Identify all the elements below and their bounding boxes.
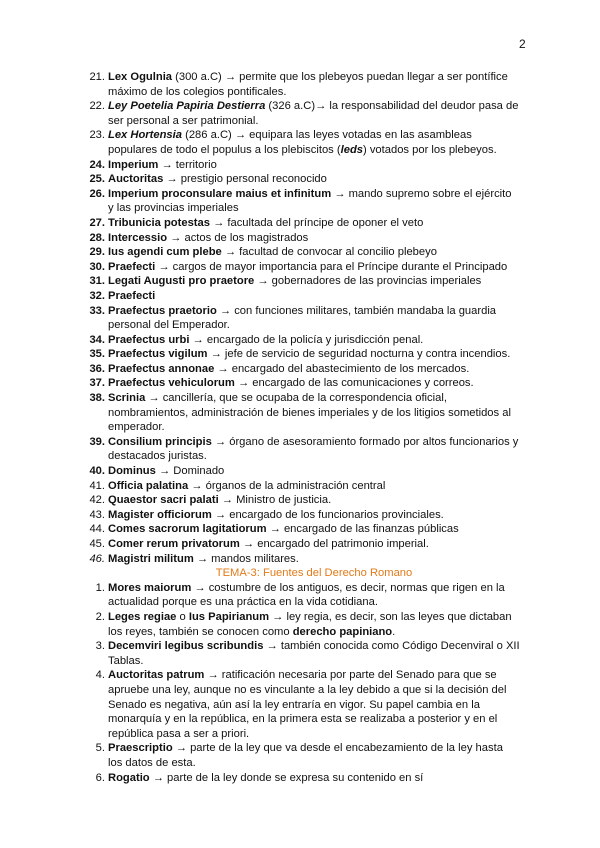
item-number: 29. xyxy=(89,246,105,259)
item-description: → encargado de los funcionarios provinciales. xyxy=(211,508,444,521)
item-term: Comes sacrorum lagitatiorum xyxy=(108,523,267,536)
item-term: Imperium proconsulare maius et infinitum xyxy=(108,187,332,200)
item-term: Praefectus annonae xyxy=(108,362,215,375)
list-item xyxy=(80,581,520,610)
list-item xyxy=(80,70,520,99)
item-description: → Ministro de justicia. xyxy=(218,494,332,507)
list-item xyxy=(80,274,520,289)
item-term: Lex Hortensia xyxy=(108,129,182,142)
item-term: Auctoritas patrum xyxy=(108,669,205,682)
item-number: 42. xyxy=(89,494,105,507)
item-number: 45. xyxy=(89,538,105,550)
item-number: 46. xyxy=(89,552,105,565)
definitions-list xyxy=(80,70,520,785)
item-description: → encargado del patrimonio imperial. xyxy=(239,538,429,550)
item-description: → facultad de convocar al concilio plebeyo xyxy=(221,246,437,259)
item-description: → órgano de asesoramiento formado por altos funcionarios y destacados juristas. xyxy=(108,435,519,463)
item-term-inline: derecho papiniano xyxy=(292,625,393,638)
item-description: (286 a.C) → equipara las leyes votadas en las asambleas populares de todo el populus a los plebiscitos ( xyxy=(108,129,472,156)
list-tema-2 xyxy=(80,70,520,566)
list-item xyxy=(80,741,520,770)
list-item xyxy=(80,187,520,216)
item-term: Ley Poetelia Papiria Destierra xyxy=(108,100,266,113)
item-number: 37. xyxy=(89,377,105,390)
item-number: 23. xyxy=(89,129,105,142)
list-item xyxy=(80,231,520,246)
item-description: → parte de la ley donde se expresa su contenido en sí xyxy=(149,771,424,784)
list-item xyxy=(80,376,520,391)
item-description: → mando supremo sobre el ejército y las provincias imperiales xyxy=(108,187,512,215)
list-item xyxy=(80,537,520,552)
item-number: 5. xyxy=(95,742,105,755)
item-description: → encargado de las finanzas públicas xyxy=(266,523,459,536)
list-item xyxy=(80,158,520,173)
item-term: Comer rerum privatorum xyxy=(108,538,240,550)
item-term: Magister officiorum xyxy=(108,508,212,521)
item-description: → también conocida como Código Decenviral o XII Tablas. xyxy=(108,640,520,667)
item-number: 31. xyxy=(89,275,105,288)
item-description: → encargado de la policía y jurisdicción penal. xyxy=(189,333,424,346)
item-term: Magistri militum xyxy=(108,552,194,565)
list-item xyxy=(80,333,520,348)
item-number: 33. xyxy=(89,304,105,317)
item-connector: o xyxy=(176,610,189,623)
item-number: 39. xyxy=(89,435,105,448)
item-description: → encargado del abastecimiento de los mercados. xyxy=(214,362,470,375)
item-term: Consilium principis xyxy=(108,435,212,448)
list-item xyxy=(80,668,520,741)
item-description-tail: . xyxy=(392,625,396,638)
list-item xyxy=(80,245,520,260)
list-tema-3 xyxy=(80,581,520,785)
item-number: 25. xyxy=(89,173,105,186)
item-number: 6. xyxy=(95,771,105,784)
item-number: 4. xyxy=(95,669,105,682)
item-number: 30. xyxy=(89,260,105,273)
item-description: → con funciones militares, también mandaba la guardia personal del Emperador. xyxy=(108,304,497,332)
list-item xyxy=(80,508,520,523)
item-term: Lex Ogulnia xyxy=(108,71,173,83)
item-number: 34. xyxy=(89,333,105,346)
item-term: Scrinia xyxy=(108,392,146,405)
item-description: → órganos de la administración central xyxy=(188,479,386,492)
item-description: (326 a.C)→ la responsabilidad del deudor pasa de ser personal a ser patrimonial. xyxy=(108,100,519,127)
item-term: Legati Augusti pro praetore xyxy=(108,275,255,288)
list-item xyxy=(80,771,520,786)
item-term: Praefectus vigilum xyxy=(108,348,208,361)
item-term: Rogatio xyxy=(108,771,150,784)
item-number: 24. xyxy=(89,158,105,171)
item-description: → facultada del príncipe de oponer el veto xyxy=(209,216,424,229)
item-number: 3. xyxy=(95,640,105,653)
list-item xyxy=(80,522,520,537)
item-description: → gobernadores de las provincias imperiales xyxy=(254,275,482,288)
list-item xyxy=(80,493,520,508)
item-number: 41. xyxy=(89,479,105,492)
item-term: Praefecti xyxy=(108,260,156,273)
item-number: 43. xyxy=(89,508,105,521)
item-description: → actos de los magistrados xyxy=(167,231,309,244)
item-description: → ley regia, es decir, son las leyes que dictaban los reyes, también se conocen como xyxy=(108,610,512,638)
item-term-inline: leds xyxy=(340,143,363,156)
item-description-tail: ) votados por los plebeyos. xyxy=(363,143,497,156)
item-description: → encargado de las comunicaciones y correos. xyxy=(234,377,474,390)
list-item xyxy=(80,362,520,377)
item-description: → prestigio personal reconocido xyxy=(163,173,327,186)
item-term: Praefectus urbi xyxy=(108,333,190,346)
list-item xyxy=(80,435,520,464)
item-term: Praefectus vehiculorum xyxy=(108,377,235,390)
item-number: 28. xyxy=(89,231,105,244)
item-term: Quaestor sacri palati xyxy=(108,494,219,507)
item-term: Praescriptio xyxy=(108,742,173,755)
item-number: 22. xyxy=(89,100,105,113)
list-item xyxy=(80,304,520,333)
item-description: → costumbre de los antiguos, es decir, normas que rigen en la actualidad porque es una práctica en la vida cotidiana. xyxy=(108,581,505,609)
item-description: (300 a.C) → permite que los plebeyos puedan llegar a ser pontífice máximo de los colegios pontificales. xyxy=(108,71,508,98)
item-number: 1. xyxy=(95,581,105,594)
item-number: 36. xyxy=(89,362,105,375)
list-item xyxy=(80,464,520,479)
item-term: Intercessio xyxy=(108,231,168,244)
list-item xyxy=(80,260,520,275)
item-term: Mores maiorum xyxy=(108,581,192,594)
item-number: 32. xyxy=(89,289,105,302)
item-number: 2. xyxy=(95,610,105,623)
list-item xyxy=(80,610,520,639)
item-term: Auctoritas xyxy=(108,173,164,186)
item-number: 27. xyxy=(89,216,105,229)
item-description: → parte de la ley que va desde el encabezamiento de la ley hasta los datos de esta. xyxy=(108,742,503,769)
section-heading: TEMA-3: Fuentes del Derecho Romano xyxy=(215,567,413,580)
list-item xyxy=(80,99,520,128)
item-term: Dominus xyxy=(108,465,156,478)
item-description: → cargos de mayor importancia para el Príncipe durante el Principado xyxy=(155,260,508,273)
list-item xyxy=(80,128,520,157)
item-description: → mandos militares. xyxy=(193,552,299,565)
list-item xyxy=(80,552,520,567)
item-term: Officia palatina xyxy=(108,479,189,492)
item-term: Decemviri legibus scribundis xyxy=(108,640,264,653)
list-item xyxy=(80,479,520,494)
item-term: Ius agendi cum plebe xyxy=(108,246,222,259)
list-item xyxy=(80,391,520,435)
page-number: 2 xyxy=(519,37,526,51)
item-term: Leges regiae xyxy=(108,610,177,623)
list-item xyxy=(80,639,520,668)
item-description: → cancillería, que se ocupaba de la correspondencia oficial, nombramientos, administración de bienes imperiales y de los litigios sometidos al emperador. xyxy=(108,392,511,434)
item-term: Praefectus praetorio xyxy=(108,304,217,317)
item-number: 26. xyxy=(89,187,105,200)
list-item xyxy=(80,347,520,362)
list-item xyxy=(80,216,520,231)
item-term: Tribunicia potestas xyxy=(108,216,210,229)
item-number: 21. xyxy=(89,71,105,83)
item-description: → Dominado xyxy=(155,465,225,478)
item-number: 44. xyxy=(89,523,105,536)
item-description: → ratificación necesaria por parte del Senado para que se apruebe una ley, aunque no es vinculante a la ley debido a que si la decisión del Senado es negativa, aún así la ley entraría en vigor. Su papel cambia en la monarquía y en la república, en la primera esta se realizaba a posterior y en el república pasa a ser a priori. xyxy=(108,669,507,740)
list-item xyxy=(80,172,520,187)
item-number: 40. xyxy=(89,465,105,478)
list-item xyxy=(80,289,520,304)
item-term: Praefecti xyxy=(108,289,156,302)
item-term-secondary: Ius Papirianum xyxy=(188,610,270,623)
item-description: → jefe de servicio de seguridad nocturna y contra incendios. xyxy=(207,348,511,361)
item-description: → territorio xyxy=(158,158,217,171)
item-number: 35. xyxy=(89,348,105,361)
item-term: Imperium xyxy=(108,158,159,171)
item-number: 38. xyxy=(89,392,105,405)
